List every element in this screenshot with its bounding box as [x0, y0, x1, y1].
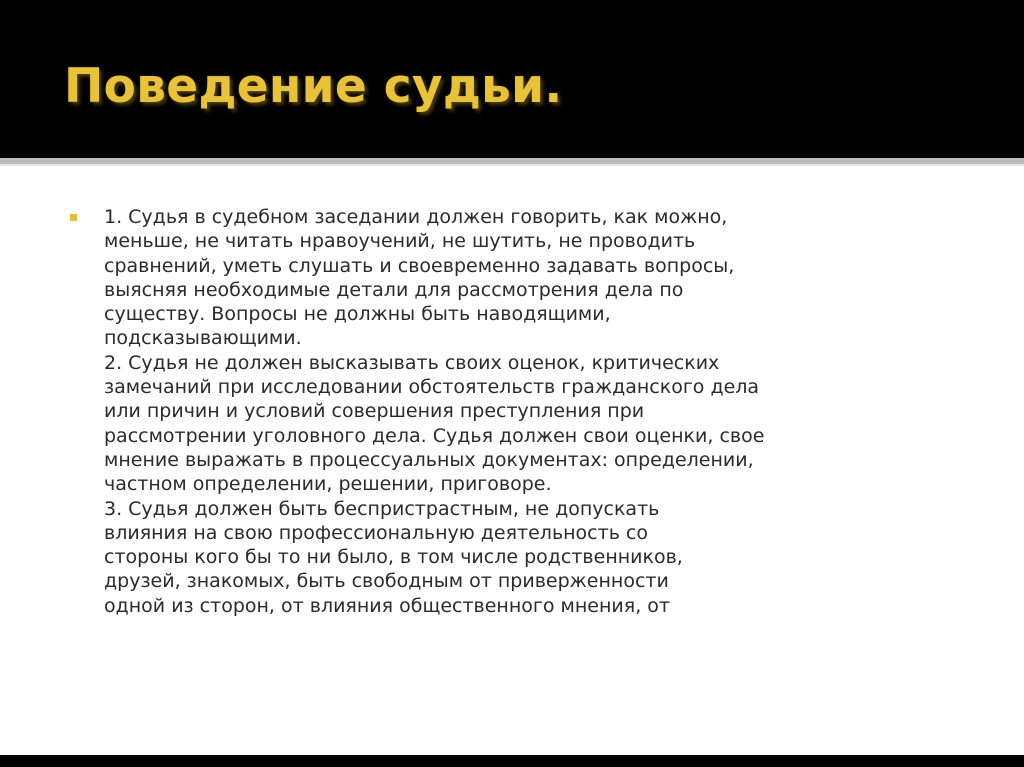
- bullet-square-icon: [70, 214, 77, 221]
- bullet-text-line: 2. Судья не должен высказывать своих оценок, критических: [104, 351, 720, 374]
- bullet-text-line: меньше, не читать нравоучений, не шутить, не проводить: [104, 230, 696, 253]
- bullet-text-line: мнение выражать в процессуальных документах: определении,: [104, 448, 754, 471]
- bottom-bar: [0, 755, 1024, 767]
- bullet-text-line: или причин и условий совершения преступления при: [104, 400, 645, 423]
- bullet-text-line: стороны кого бы то ни было, в том числе родственников,: [104, 546, 683, 569]
- bullet-text-line: замечаний при исследовании обстоятельств гражданского дела: [104, 376, 760, 399]
- bullet-text-line: 3. Судья должен быть беспристрастным, не допускать: [104, 497, 660, 520]
- bullet-text-line: выясняя необходимые детали для рассмотрения дела по: [104, 278, 684, 301]
- content-panel: [0, 166, 1024, 755]
- bullet-text-line: 1. Судья в судебном заседании должен говорить, как можно,: [104, 206, 728, 228]
- bullet-text-line: рассмотрении уголовного дела. Судья должен свои оценки, свое: [104, 424, 765, 447]
- title-bar: [0, 0, 1024, 158]
- bullet-text-line: влияния на свою профессиональную деятельность со: [104, 521, 649, 544]
- bullet-text-line: частном определении, решении, приговоре.: [104, 473, 552, 496]
- bullet-text-line: друзей, знакомых, быть свободным от приверженности: [104, 570, 669, 593]
- bullet-text-line: подсказывающими.: [104, 327, 302, 350]
- bullet-text: [104, 205, 844, 618]
- bullet-text-line: существу. Вопросы не должны быть наводящими,: [104, 303, 611, 326]
- slide-title: Поведение судьи.: [64, 59, 563, 114]
- bullet-text-line: одной из сторон, от влияния общественного мнения, от: [104, 594, 670, 617]
- bullet-text-line: сравнений, уметь слушать и своевременно задавать вопросы,: [104, 254, 735, 277]
